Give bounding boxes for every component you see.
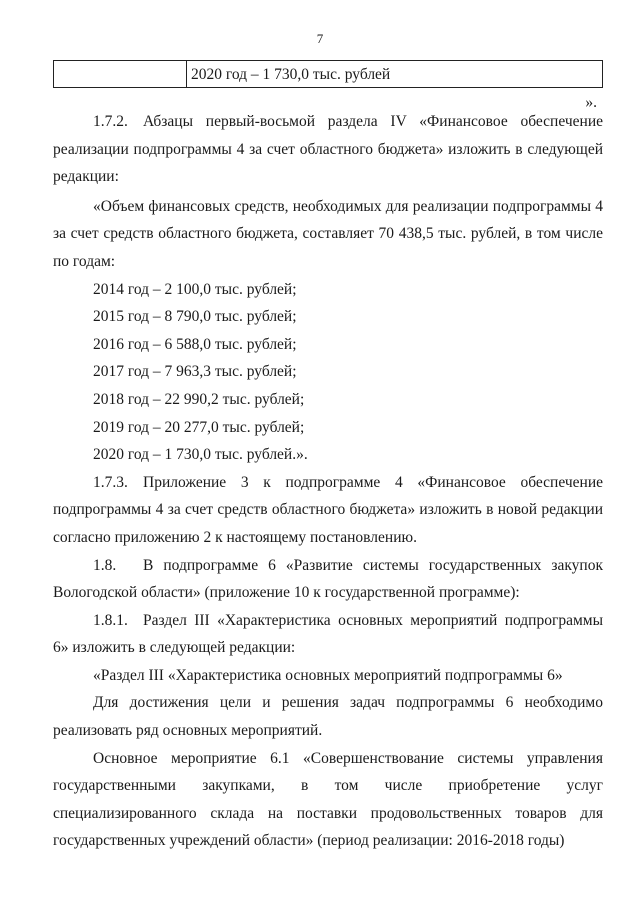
table-cell-funding: 2020 год – 1 730,0 тыс. рублей [191, 66, 391, 83]
page-number: 7 [316, 31, 324, 46]
paragraph-1-8 [53, 552, 603, 607]
year-line: 2017 год – 7 963,3 тыс. рублей; [93, 363, 297, 381]
table-row [53, 60, 603, 88]
clause-text: Приложение 3 к подпрограмме 4 «Финансовое обеспечение подпрограммы 4 за счет средств областного бюджета» изложить в новой редакции согласно приложению 2 к настоящему постановлению. [53, 473, 603, 546]
document-body [53, 108, 603, 855]
table-cell-empty [54, 61, 187, 87]
year-line: 2015 год – 8 790,0 тыс. рублей; [93, 308, 297, 326]
paragraph-1-7-2 [53, 108, 603, 191]
clause-number: 1.7.2. [93, 113, 128, 130]
paragraph-1-8-1 [53, 607, 603, 662]
year-line: 2019 год – 20 277,0 тыс. рублей; [93, 418, 305, 436]
clause-number: 1.8.1. [93, 611, 128, 629]
clause-text: Раздел III «Характеристика основных мероприятий подпрограммы 6» изложить в следующей редакции: [53, 611, 603, 657]
year-line: 2016 год – 6 588,0 тыс. рублей; [93, 335, 297, 353]
closing-quote: ». [585, 94, 597, 111]
clause-number: 1.8. [93, 556, 117, 574]
paragraph-quote-intro: «Объем финансовых средств, необходимых для реализации подпрограммы 4 за счет средств областного бюджета, составляет 70 438,5 тыс. рублей, в том числе по годам: [53, 197, 603, 270]
paragraph-quoted-section-title: «Раздел III «Характеристика основных мероприятий подпрограммы 6» [93, 666, 563, 684]
clause-text: Абзацы первый-восьмой раздела IV «Финансовое обеспечение реализации подпрограммы 4 за счет областного бюджета» изложить в следующей редакции: [53, 113, 603, 186]
year-list [53, 276, 603, 469]
year-line: 2020 год – 1 730,0 тыс. рублей.». [93, 446, 308, 464]
clause-number: 1.7.3. [93, 473, 128, 491]
year-line: 2014 год – 2 100,0 тыс. рублей; [93, 280, 297, 298]
paragraph-measure-6-1: Основное мероприятие 6.1 «Совершенствование системы управления государственными закупками, в том числе приобретение услуг специализированного склада на поставки продовольственных товаров для государственных учреждений области» (период реализации: 2016-2018 годы) [53, 749, 603, 850]
paragraph-1-7-3 [53, 469, 603, 552]
year-line: 2018 год – 22 990,2 тыс. рублей; [93, 390, 305, 408]
clause-text: В подпрограмме 6 «Развитие системы государственных закупок Вологодской области» (приложение 10 к государственной программе): [53, 556, 603, 602]
paragraph-goal: Для достижения цели и решения задач подпрограммы 6 необходимо реализовать ряд основных мероприятий. [53, 694, 603, 740]
